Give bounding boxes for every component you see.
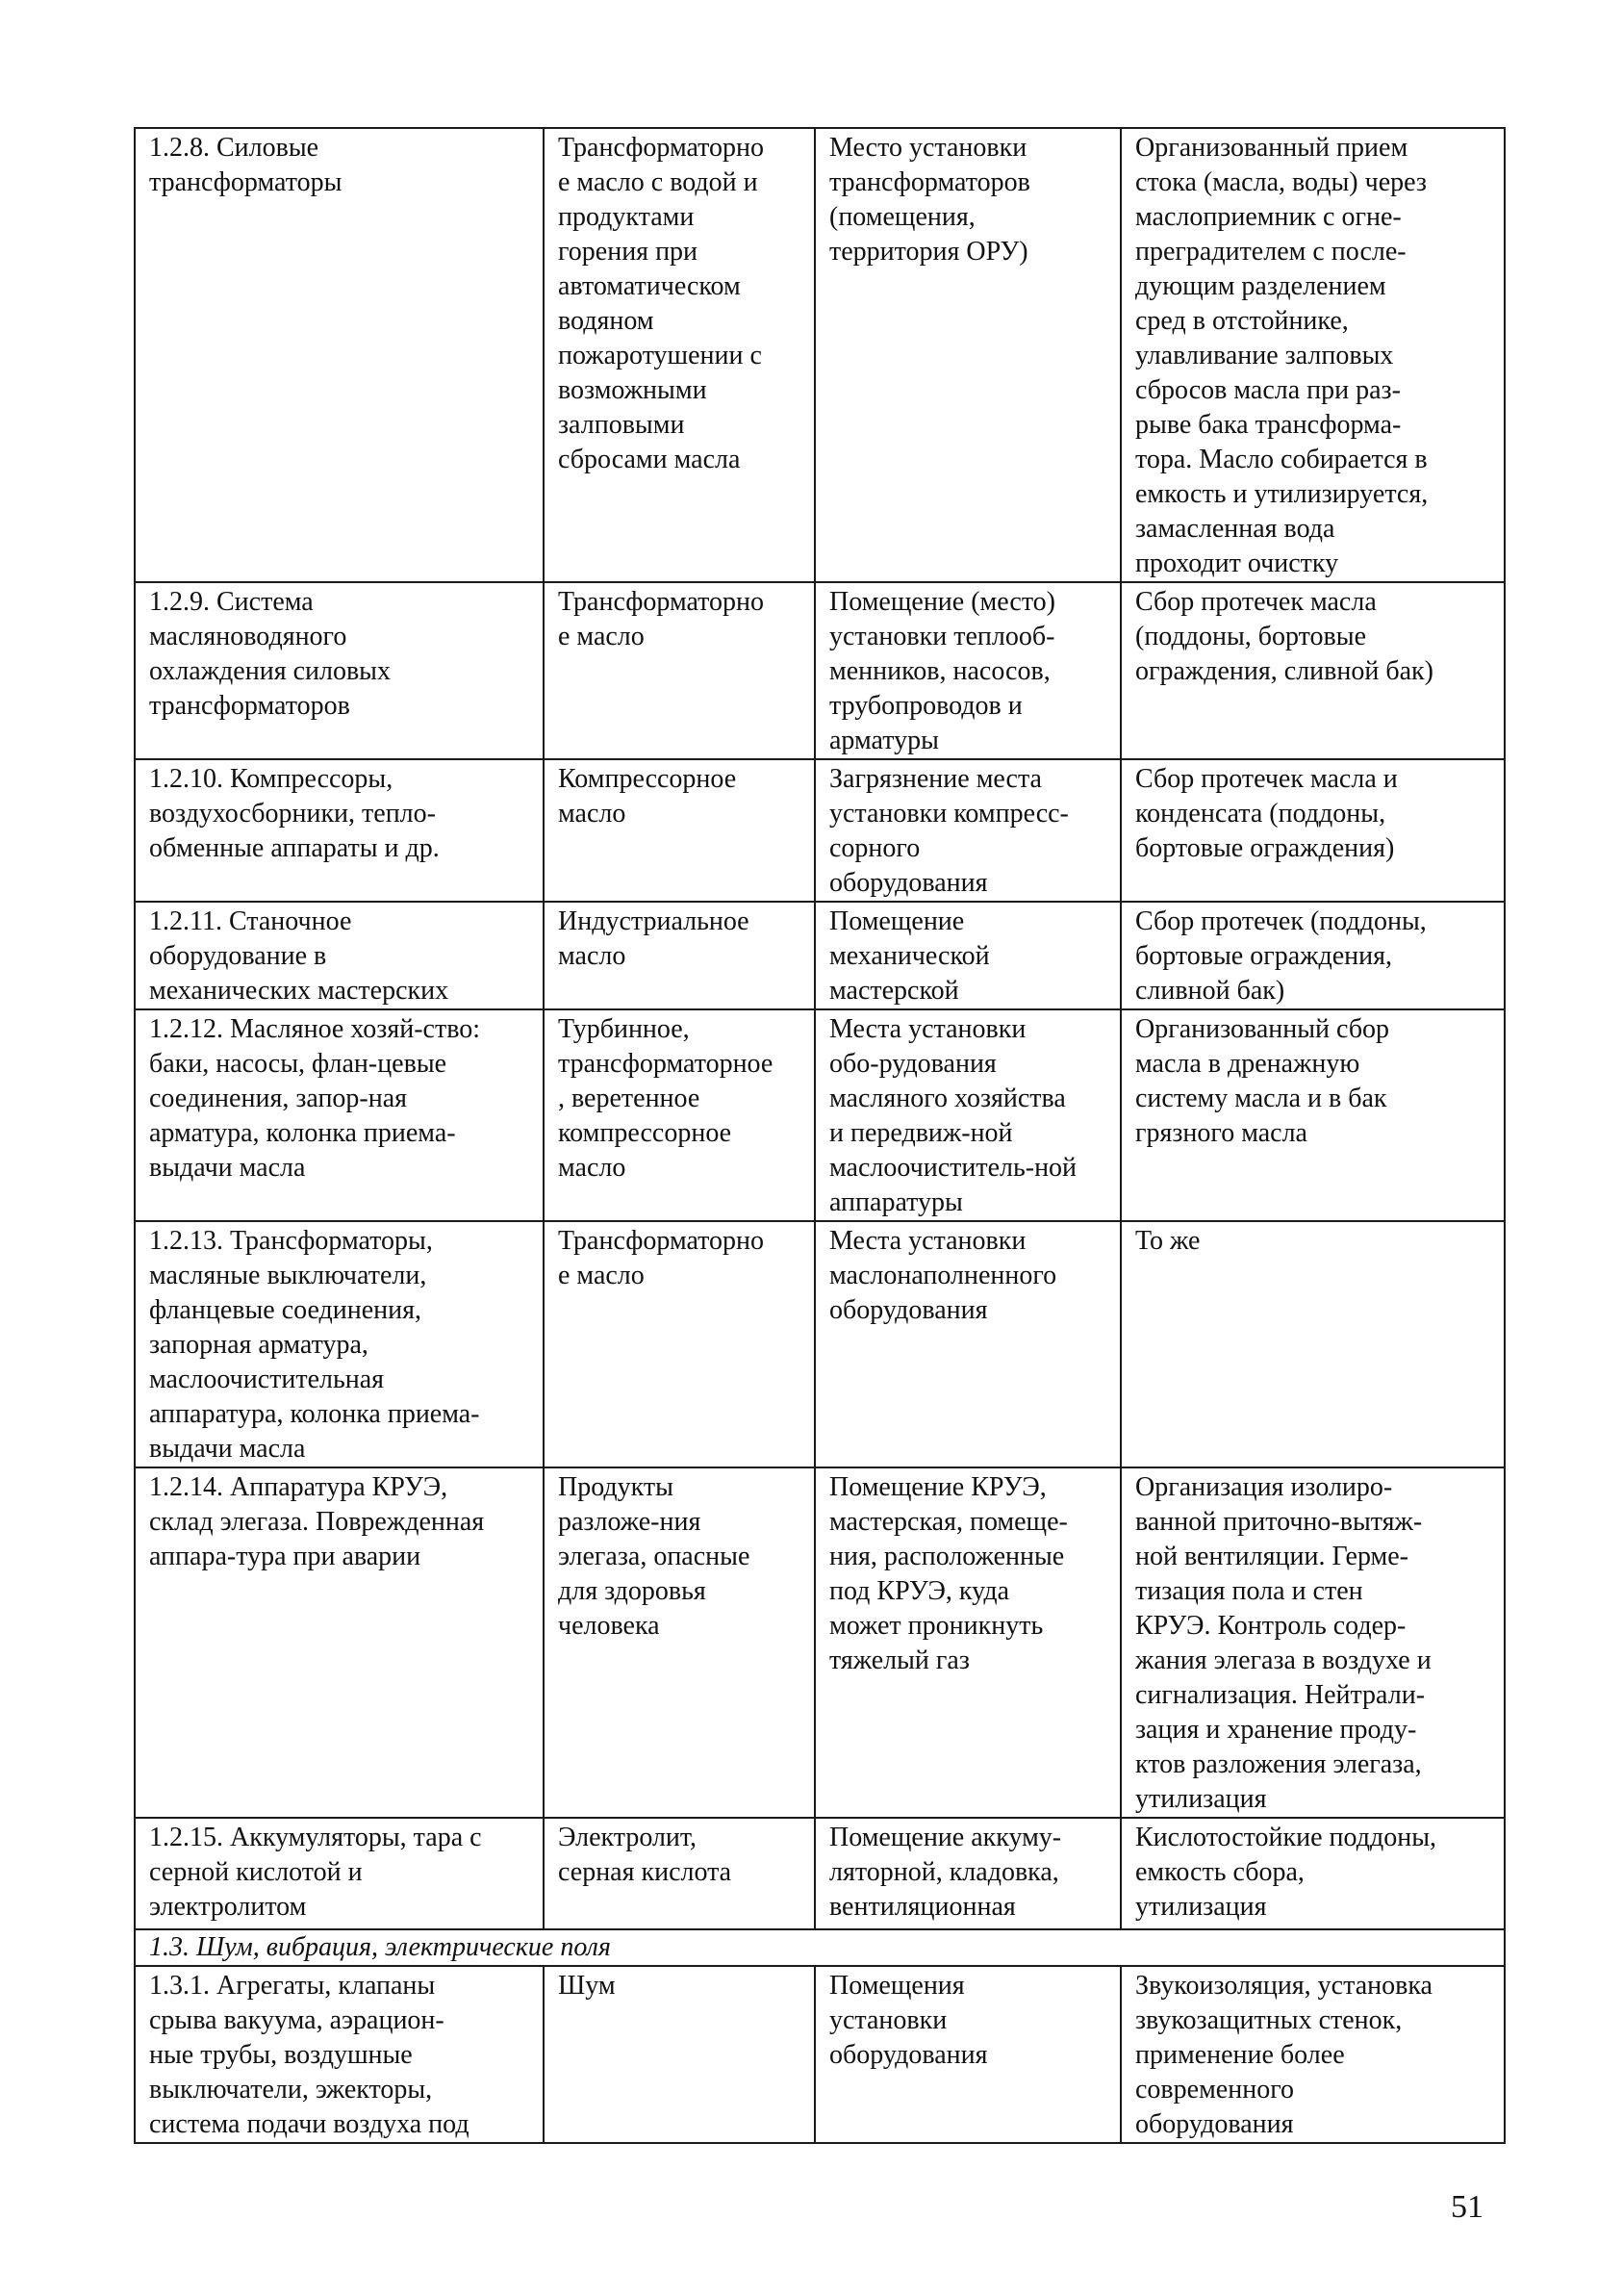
measures-cell: Организация изолиро- ванной приточно-вытяж- ной вентиляции. Герме- тизация пола и стен КРУЭ. Контроль содер- жания элегаза в воздухе и сигнализация. Нейтрали- зация и хранение проду- ктов разложения элегаза, утилизация bbox=[1121, 1467, 1505, 1818]
measures-cell: Сбор протечек масла (поддоны, бортовые ограждения, сливной бак) bbox=[1121, 582, 1505, 759]
measures-cell: Сбор протечек (поддоны, бортовые ограждения, сливной бак) bbox=[1121, 902, 1505, 1009]
source-cell: 1.2.11. Станочное оборудование в механических мастерских bbox=[135, 902, 544, 1009]
source-cell: 1.2.10. Компрессоры, воздухосборники, тепло- обменные аппараты и др. bbox=[135, 759, 544, 902]
source-cell: 1.2.12. Масляное хозяй-ство: баки, насосы, флан-цевые соединения, запор-ная арматура, колонка приема- выдачи масла bbox=[135, 1009, 544, 1221]
pollutant-cell: Трансформаторно е масло bbox=[544, 1221, 815, 1467]
table-row bbox=[135, 1818, 1505, 1929]
pollutant-cell: Трансформаторно е масло с водой и продуктами горения при автоматическом водяном пожаротушении с возможными залповыми сбросами масла bbox=[544, 128, 815, 582]
measures-cell: Организованный прием стока (масла, воды) через маслоприемник с огне- преградителем с после- дующим разделением сред в отстойнике, улавливание залповых сбросов масла при раз- рыве бака трансформа- тора. Масло собирается в емкость и утилизируется, замасленная вода проходит очистку bbox=[1121, 128, 1505, 582]
page-number: 51 bbox=[1451, 2189, 1484, 2225]
location-cell: Места установки обо-рудования масляного хозяйства и передвиж-ной маслоочиститель-ной аппаратуры bbox=[815, 1009, 1121, 1221]
source-cell: 1.2.15. Аккумуляторы, тара с серной кислотой и электролитом bbox=[135, 1818, 544, 1929]
section-row bbox=[135, 1929, 1505, 1966]
table-row bbox=[135, 582, 1505, 759]
location-cell: Помещение (место) установки теплооб- менников, насосов, трубопроводов и арматуры bbox=[815, 582, 1121, 759]
measures-cell: Звукоизоляция, установка звукозащитных стенок, применение более современного оборудования bbox=[1121, 1966, 1505, 2143]
table-row bbox=[135, 1467, 1505, 1818]
location-cell: Помещения установки оборудования bbox=[815, 1966, 1121, 2143]
pollutant-cell: Продукты разложе-ния элегаза, опасные для здоровья человека bbox=[544, 1467, 815, 1818]
pollutant-cell: Трансформаторно е масло bbox=[544, 582, 815, 759]
location-cell: Место установки трансформаторов (помещения, территория ОРУ) bbox=[815, 128, 1121, 582]
pollutant-cell: Электролит, серная кислота bbox=[544, 1818, 815, 1929]
location-cell: Места установки маслонаполненного оборудования bbox=[815, 1221, 1121, 1467]
source-cell: 1.2.8. Силовые трансформаторы bbox=[135, 128, 544, 582]
source-cell: 1.2.9. Система масляноводяного охлаждения силовых трансформаторов bbox=[135, 582, 544, 759]
pollutant-cell: Турбинное, трансформаторное , веретенное компрессорное масло bbox=[544, 1009, 815, 1221]
pollutant-cell: Индустриальное масло bbox=[544, 902, 815, 1009]
table-row bbox=[135, 759, 1505, 902]
table-row bbox=[135, 128, 1505, 582]
source-cell: 1.2.14. Аппаратура КРУЭ, склад элегаза. Поврежденная аппара-тура при аварии bbox=[135, 1467, 544, 1818]
section-heading: 1.3. Шум, вибрация, электрические поля bbox=[135, 1929, 1505, 1966]
source-cell: 1.3.1. Агрегаты, клапаны срыва вакуума, аэрацион- ные трубы, воздушные выключатели, эжекторы, система подачи воздуха под bbox=[135, 1966, 544, 2143]
table-row bbox=[135, 1966, 1505, 2143]
table-row bbox=[135, 1009, 1505, 1221]
location-cell: Помещение аккуму- ляторной, кладовка, вентиляционная bbox=[815, 1818, 1121, 1929]
measures-cell: То же bbox=[1121, 1221, 1505, 1467]
measures-cell: Организованный сбор масла в дренажную систему масла и в бак грязного масла bbox=[1121, 1009, 1505, 1221]
measures-table bbox=[134, 127, 1506, 2144]
location-cell: Помещение КРУЭ, мастерская, помеще- ния, расположенные под КРУЭ, куда может проникнуть тяжелый газ bbox=[815, 1467, 1121, 1818]
table-row bbox=[135, 1221, 1505, 1467]
measures-cell: Кислотостойкие поддоны, емкость сбора, утилизация bbox=[1121, 1818, 1505, 1929]
table-row bbox=[135, 902, 1505, 1009]
location-cell: Загрязнение места установки компресс- сорного оборудования bbox=[815, 759, 1121, 902]
source-cell: 1.2.13. Трансформаторы, масляные выключатели, фланцевые соединения, запорная арматура, маслоочистительная аппаратура, колонка приема- выдачи масла bbox=[135, 1221, 544, 1467]
pollutant-cell: Компрессорное масло bbox=[544, 759, 815, 902]
location-cell: Помещение механической мастерской bbox=[815, 902, 1121, 1009]
measures-cell: Сбор протечек масла и конденсата (поддоны, бортовые ограждения) bbox=[1121, 759, 1505, 902]
pollutant-cell: Шум bbox=[544, 1966, 815, 2143]
